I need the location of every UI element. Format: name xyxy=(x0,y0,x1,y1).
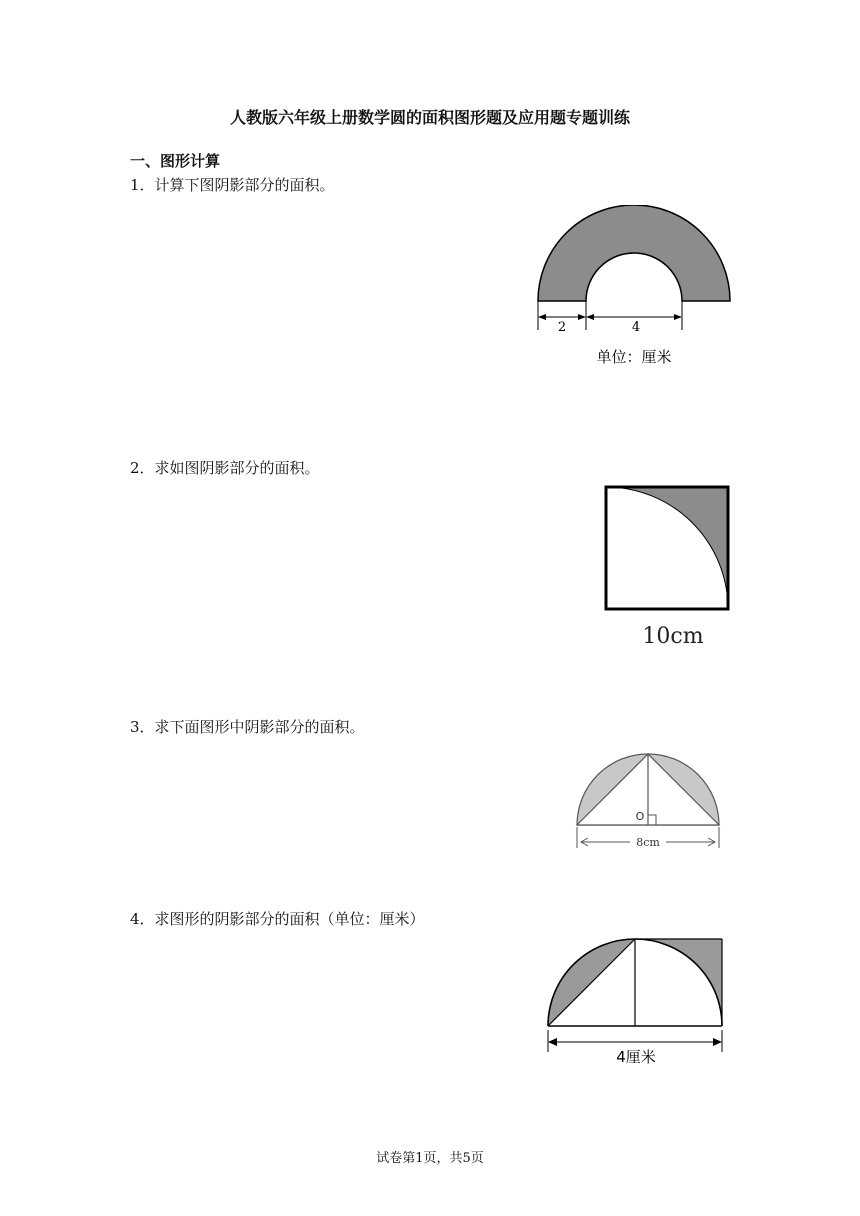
figure-4-semicircle-square xyxy=(540,934,730,1070)
diameter-label: 8cm xyxy=(636,836,660,849)
label-4: 4 xyxy=(631,320,641,335)
arrow-left xyxy=(586,314,594,320)
figure-2-square-quarter-circle xyxy=(600,482,740,654)
section-heading: 一、图形计算 xyxy=(130,152,221,170)
arrow-right xyxy=(674,314,682,320)
figure-3-semicircle-triangle xyxy=(570,745,730,855)
arrow-right xyxy=(578,314,586,320)
shaded-ring xyxy=(538,205,730,301)
shaded-right-corner xyxy=(635,939,722,1026)
page-footer: 试卷第1页，共5页 xyxy=(376,1151,484,1166)
question-2-text: 2．求如图阴影部分的面积。 xyxy=(130,459,320,477)
question-1-text: 1．计算下图阴影部分的面积。 xyxy=(130,176,335,194)
arrow-left xyxy=(538,314,546,320)
side-label: 10cm xyxy=(642,624,704,649)
page-title: 人教版六年级上册数学圆的面积图形题及应用题专题训练 xyxy=(229,108,630,127)
center-label: O xyxy=(635,810,645,823)
arrow-left xyxy=(548,1038,557,1046)
arrow-right xyxy=(713,1038,722,1046)
figure-1-semicircle-ring xyxy=(530,205,740,370)
question-4-text: 4．求图形的阴影部分的面积（单位：厘米） xyxy=(130,910,425,928)
unit-label: 单位：厘米 xyxy=(596,348,672,366)
question-3-text: 3．求下面图形中阴影部分的面积。 xyxy=(130,718,365,736)
width-label: 4厘米 xyxy=(616,1048,656,1066)
label-2: 2 xyxy=(557,320,567,335)
